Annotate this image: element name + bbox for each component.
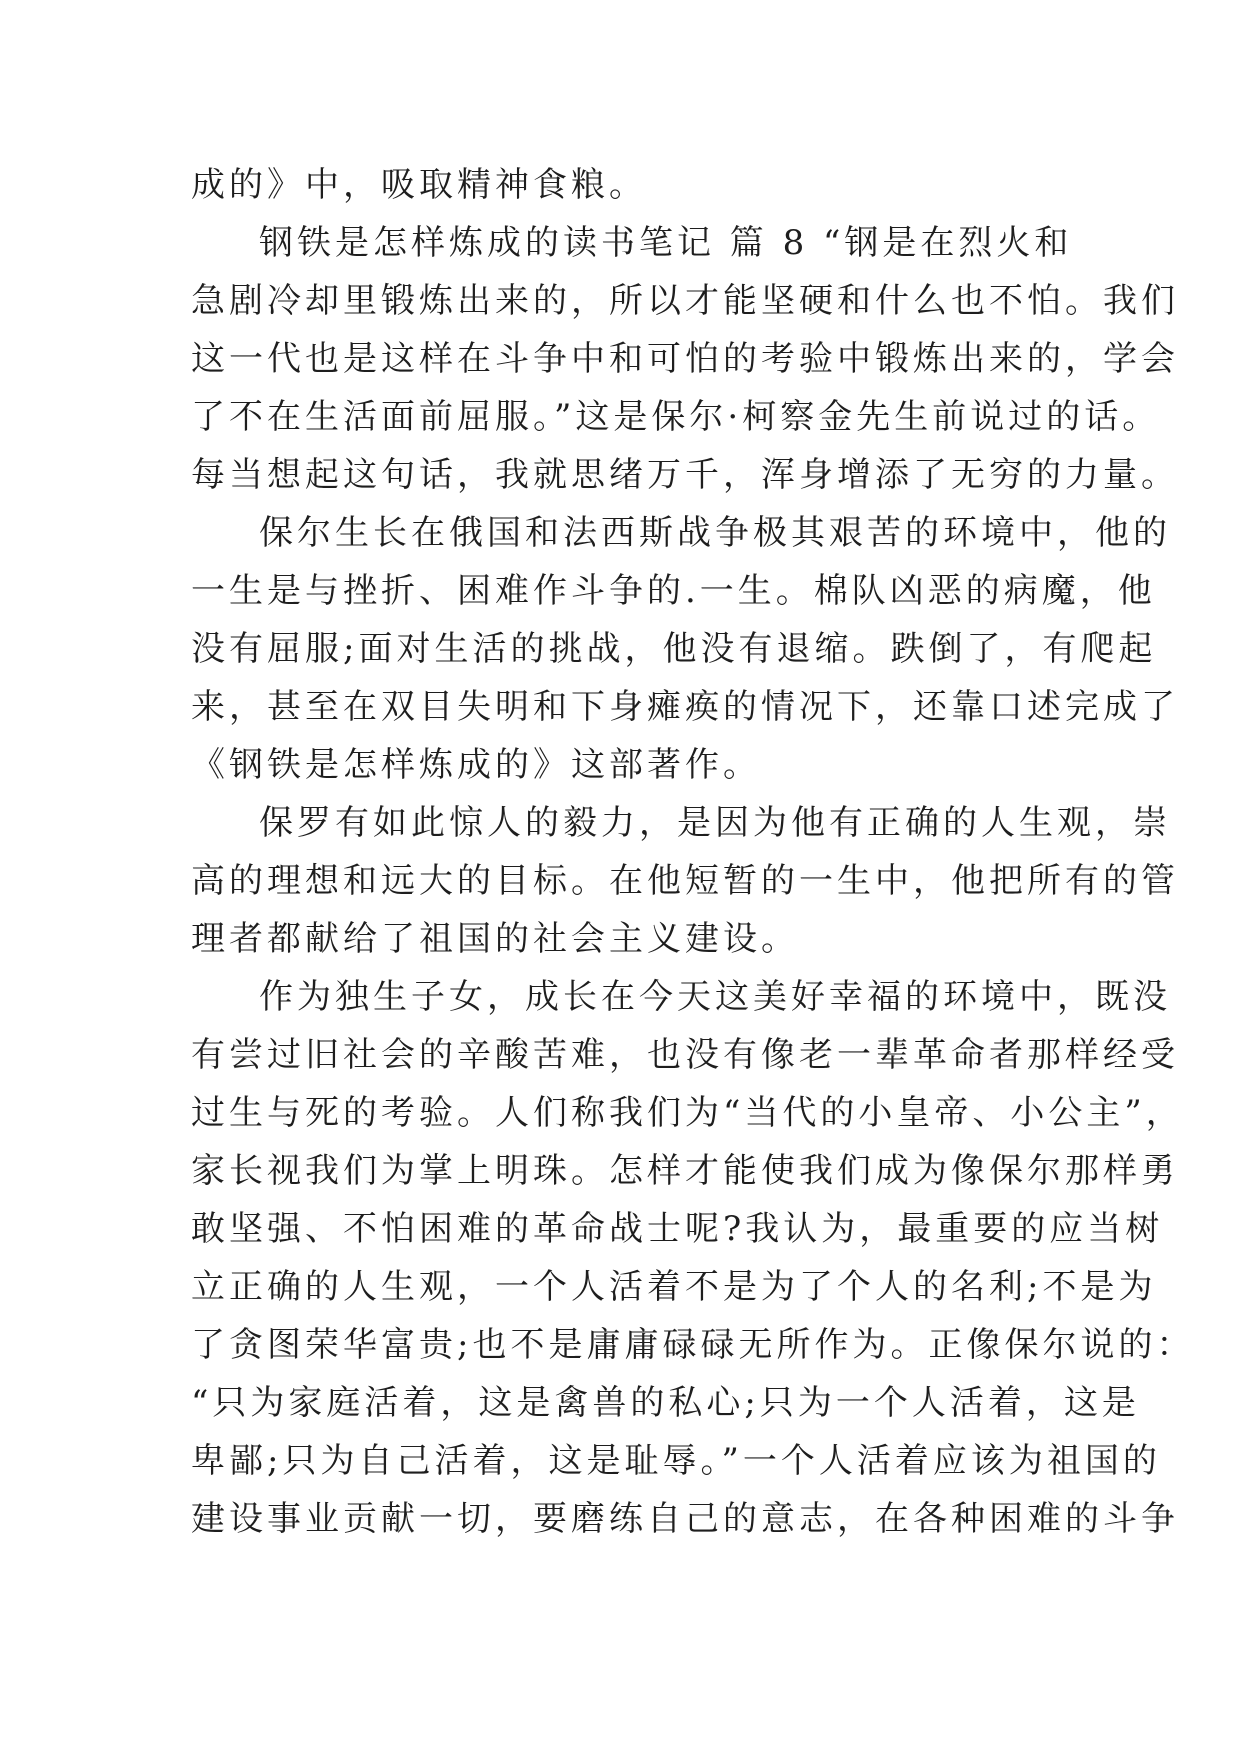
text-line: 了不在生活面前屈服。”这是保尔·柯察金先生前说过的话。 <box>191 397 1161 437</box>
text-line: 过生与死的考验。人们称我们为“当代的小皇帝、小公主”， <box>191 1093 1184 1133</box>
text-line: “只为家庭活着，这是禽兽的私心;只为一个人活着，这是 <box>191 1383 1140 1423</box>
text-line: 一生是与挫折、困难作斗争的.一生。棉队凶恶的病魔，他 <box>191 571 1156 611</box>
text-line: 《钢铁是怎样炼成的》这部著作。 <box>191 745 761 785</box>
text-line: 了贪图荣华富贵;也不是庸庸碌碌无所作为。正像保尔说的： <box>191 1325 1195 1365</box>
text-line: 保尔生长在俄国和法西斯战争极其艰苦的环境中，他的 <box>259 513 1171 553</box>
text-line: 成的》中，吸取精神食粮。 <box>191 165 647 205</box>
text-line: 急剧冷却里锻炼出来的，所以才能坚硬和什么也不怕。我们 <box>191 281 1179 321</box>
text-line: 卑鄙;只为自己活着，这是耻辱。”一个人活着应该为祖国的 <box>191 1441 1161 1481</box>
text-line: 立正确的人生观，一个人活着不是为了个人的名利;不是为 <box>191 1267 1157 1307</box>
text-line: 高的理想和远大的目标。在他短暂的一生中，他把所有的管 <box>191 861 1179 901</box>
text-line: 作为独生子女，成长在今天这美好幸福的环境中，既没 <box>259 977 1171 1017</box>
text-line: 这一代也是这样在斗争中和可怕的考验中锻炼出来的，学会 <box>191 339 1179 379</box>
text-line: 保罗有如此惊人的毅力，是因为他有正确的人生观，崇 <box>259 803 1171 843</box>
text-line: 每当想起这句话，我就思绪万千，浑身增添了无穷的力量。 <box>191 455 1179 495</box>
text-line: 理者都献给了祖国的社会主义建设。 <box>191 919 799 959</box>
body-text <box>191 156 1195 1548</box>
text-line: 敢坚强、不怕困难的革命战士呢?我认为，最重要的应当树 <box>191 1209 1164 1249</box>
text-line: 没有屈服;面对生活的挑战，他没有退缩。跌倒了，有爬起 <box>191 629 1157 669</box>
text-line: 来，甚至在双目失明和下身瘫痪的情况下，还靠口述完成了 <box>191 687 1179 727</box>
text-line: 建设事业贡献一切，要磨练自己的意志，在各种困难的斗争 <box>191 1499 1179 1539</box>
text-line: 有尝过旧社会的辛酸苦难，也没有像老一辈革命者那样经受 <box>191 1035 1179 1075</box>
text-line: 钢铁是怎样炼成的读书笔记 篇 8 “钢是在烈火和 <box>259 223 1073 263</box>
text-line: 家长视我们为掌上明珠。怎样才能使我们成为像保尔那样勇 <box>191 1151 1179 1191</box>
